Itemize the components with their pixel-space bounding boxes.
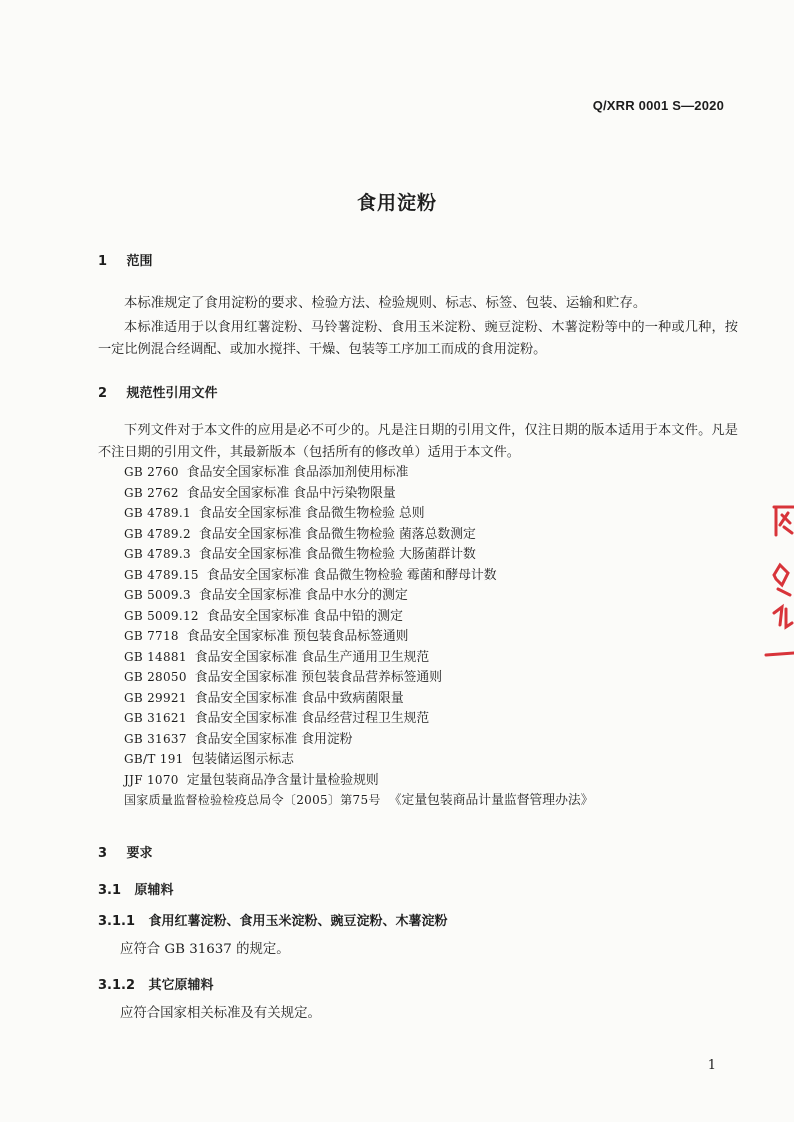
reference-title: 食品安全国家标准 食用淀粉 <box>194 731 353 747</box>
section-title: 其它原辅料 <box>148 978 214 993</box>
reference-code: GB 4789.15 <box>124 567 199 582</box>
section-2-heading <box>98 382 218 401</box>
reference-title: 食品安全国家标准 食品微生物检验 菌落总数测定 <box>198 526 476 542</box>
reference-item <box>124 483 593 504</box>
reference-title: 包装储运图示标志 <box>191 752 294 767</box>
section-number: 3.1 <box>98 883 122 898</box>
reference-code: GB 28050 <box>124 670 187 684</box>
section-number: 2 <box>98 386 108 401</box>
section-title: 原辅料 <box>134 883 174 898</box>
standard-code: Q/XRR 0001 S—2020 <box>592 98 724 113</box>
reference-title: 食品安全国家标准 食品中水分的测定 <box>198 588 408 603</box>
reference-item <box>124 688 593 709</box>
reference-code: GB 5009.3 <box>124 588 191 602</box>
reference-item <box>124 770 593 791</box>
reference-item <box>124 626 593 647</box>
scope-paragraph-2: 本标准适用于以食用红薯淀粉、马铃薯淀粉、食用玉米淀粉、豌豆淀粉、木薯淀粉等中的一种或几种，按一定比例混合经调配、或加水搅拌、干燥、包装等工序加工而成的食用淀粉。 <box>98 320 738 357</box>
reference-item <box>124 565 593 586</box>
section-3-1-2-heading <box>98 974 214 993</box>
reference-item <box>124 544 593 565</box>
reference-code: 国家质量监督检验检疫总局令〔2005〕第75号 <box>124 793 381 807</box>
reference-item <box>124 729 593 750</box>
reference-title: 食品安全国家标准 预包装食品营养标签通则 <box>194 670 443 685</box>
reference-item <box>124 606 593 627</box>
section-3-1-2-text: 应符合国家相关标准及有关规定。 <box>120 1006 321 1021</box>
page-number: 1 <box>707 1058 716 1073</box>
reference-item <box>124 749 593 770</box>
reference-list <box>124 462 593 811</box>
section-3-heading <box>98 842 153 861</box>
reference-code: GB 7718 <box>124 629 179 643</box>
reference-title: 《定量包装商品计量监督管理办法》 <box>388 793 594 808</box>
reference-code: JJF 1070 <box>124 772 179 787</box>
reference-item <box>124 524 593 545</box>
document-title: 食用淀粉 <box>356 192 437 214</box>
reference-title: 食品安全国家标准 食品经营过程卫生规范 <box>194 711 430 726</box>
section-3-1-1-heading <box>98 910 448 929</box>
reference-code: GB 2762 <box>124 485 179 500</box>
section-number: 3.1.2 <box>98 978 136 993</box>
reference-title: 食品安全国家标准 食品微生物检验 大肠菌群计数 <box>198 547 476 562</box>
reference-code: GB 4789.3 <box>124 547 191 561</box>
reference-code: GB 4789.2 <box>124 526 191 541</box>
section-number: 3.1.1 <box>98 914 136 929</box>
reference-item <box>124 647 593 668</box>
reference-item <box>124 462 593 483</box>
reference-code: GB 5009.12 <box>124 608 199 623</box>
reference-item <box>124 708 593 729</box>
reference-item <box>124 585 593 606</box>
scope-paragraph-1: 本标准规定了食用淀粉的要求、检验方法、检验规则、标志、标签、包装、运输和贮存。 <box>124 296 647 311</box>
section-title: 要求 <box>126 846 153 861</box>
section-number: 3 <box>98 846 108 861</box>
reference-title: 食品安全国家标准 食品添加剂使用标准 <box>186 465 409 480</box>
reference-title: 食品安全国家标准 食品中致病菌限量 <box>194 690 404 706</box>
section-number: 1 <box>98 254 108 269</box>
reference-title: 定量包装商品净含量计量检验规则 <box>186 772 379 788</box>
reference-code: GB 2760 <box>124 465 179 479</box>
reference-code: GB 29921 <box>124 690 187 705</box>
reference-item <box>124 790 593 811</box>
reference-code: GB 31637 <box>124 731 187 746</box>
reference-code: GB 14881 <box>124 649 187 664</box>
section-title: 规范性引用文件 <box>126 386 218 401</box>
reference-code: GB/T 191 <box>124 752 184 766</box>
reference-title: 食品安全国家标准 食品微生物检验 霉菌和酵母计数 <box>206 567 497 583</box>
reference-title: 食品安全国家标准 预包装食品标签通则 <box>186 629 409 644</box>
section-3-1-1-text: 应符合 GB 31637 的规定。 <box>120 942 290 957</box>
section-title: 范围 <box>126 254 153 269</box>
reference-item <box>124 503 593 524</box>
section-title: 食用红薯淀粉、食用玉米淀粉、豌豆淀粉、木薯淀粉 <box>148 914 448 929</box>
reference-code: GB 4789.1 <box>124 506 191 520</box>
section-3-1-heading <box>98 879 174 898</box>
reference-title: 食品安全国家标准 食品微生物检验 总则 <box>198 506 425 521</box>
section-1-heading <box>98 250 153 269</box>
reference-title: 食品安全国家标准 食品中铅的测定 <box>206 608 403 624</box>
reference-code: GB 31621 <box>124 711 187 725</box>
references-intro: 下列文件对于本文件的应用是必不可少的。凡是注日期的引用文件，仅注日期的版本适用于本文件。凡是不注日期的引用文件，其最新版本（包括所有的修改单）适用于本文件。 <box>98 423 738 460</box>
reference-title: 食品安全国家标准 食品中污染物限量 <box>186 485 396 501</box>
reference-title: 食品安全国家标准 食品生产通用卫生规范 <box>194 649 430 665</box>
reference-item <box>124 667 593 688</box>
seal-stamp-icon <box>760 495 794 665</box>
